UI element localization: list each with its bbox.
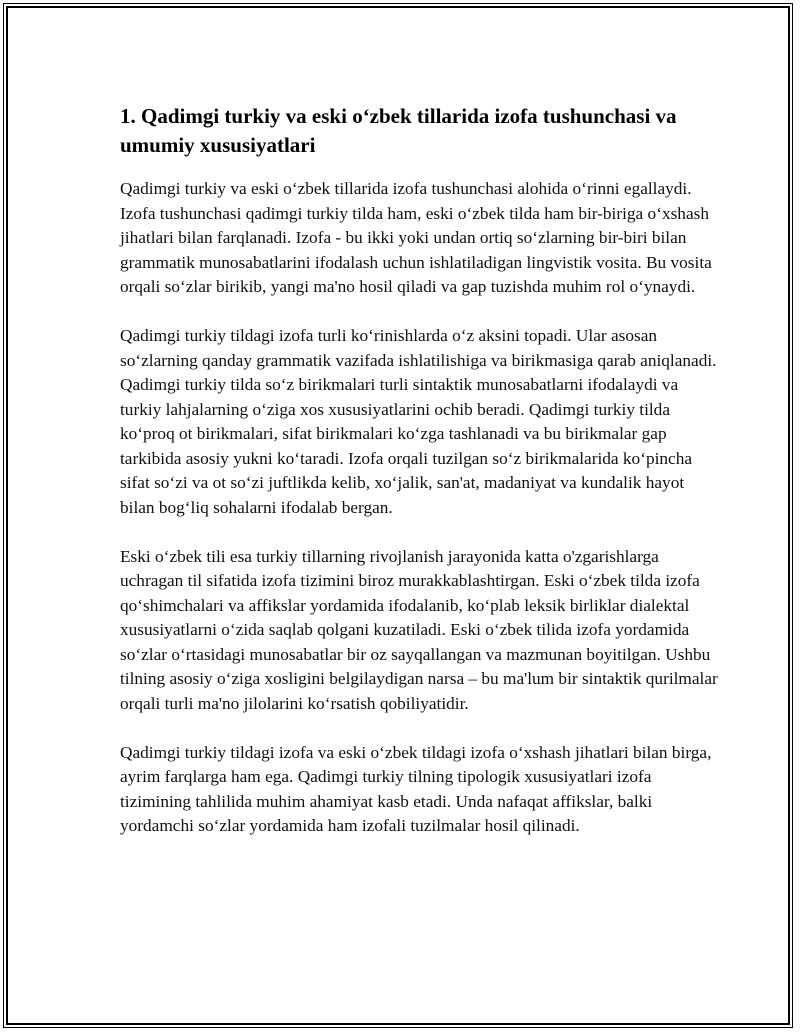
paragraph-1: Qadimgi turkiy va eski o‘zbek tillarida izofa tushunchasi alohida o‘rinni egallaydi. Izofa tushunchasi qadimgi turkiy tilda ham, eski o‘zbek tilda ham bir-biriga o‘xshash jihatlari bilan farqlanadi. Izofa - bu ikki yoki undan ortiq so‘zlarning bir-biri bilan grammatik munosabatlarini ifodalash uchun ishlatiladigan lingvistik vosita. Bu vosita orqali so‘zlar birikib, yangi ma'no hosil qiladi va gap tuzishda muhim rol o‘ynaydi. [120, 179, 712, 296]
page-frame [6, 6, 790, 1025]
document-content [120, 102, 720, 863]
paragraph-4: Qadimgi turkiy tildagi izofa va eski o‘zbek tildagi izofa o‘xshash jihatlari bilan birga, ayrim farqlarga ham ega. Qadimgi turkiy tilning tipologik xususiyatlari izofa tizimining tahlilida muhim ahamiyat kasb etadi. Unda nafaqat affikslar, balki yordamchi so‘zlar yordamida ham izofali tuzilmalar hosil qilinadi. [120, 742, 712, 835]
paragraph-3: Eski o‘zbek tili esa turkiy tillarning rivojlanish jarayonida katta o'zgarishlarga uchragan til sifatida izofa tizimini biroz murakkablashtirgan. Eski o‘zbek tilda izofa qo‘shimchalari va affikslar yordamida ifodalanib, ko‘plab leksik birliklar dialektal xususiyatlarni o‘zida saqlab qolgani kuzatiladi. Eski o‘zbek tilida izofa yordamida so‘zlar o‘rtasidagi munosabatlar bir oz sayqallangan va mazmunan boyitilgan. Ushbu tilning asosiy o‘ziga xosligini belgilaydigan narsa – bu ma'lum bir sintaktik qurilmalar orqali turli ma'no jilolarini ko‘rsatish qobiliyatidir. [120, 546, 718, 713]
paragraph-2: Qadimgi turkiy tildagi izofa turli ko‘rinishlarda o‘z aksini topadi. Ular asosan so‘zlarning qanday grammatik vazifada ishlatilishiga va birikmasiga qarab aniqlanadi. Qadimgi turkiy tilda so‘z birikmalari turli sintaktik munosabatlarni ifodalaydi va turkiy lahjalarning o‘ziga xos xususiyatlarini ochib beradi. Qadimgi turkiy tilda ko‘proq ot birikmalari, sifat birikmalari ko‘zga tashlanadi va bu birikmalar gap tarkibida asosiy yukni ko‘taradi. Izofa orqali tuzilgan so‘z birikmalarida ko‘pincha sifat so‘zi va ot so‘zi juftlikda kelib, xo‘jalik, san'at, madaniyat va kundalik hayot bilan bog‘liq sohalarni ifodalab bergan. [120, 326, 717, 517]
section-heading: 1. Qadimgi turkiy va eski o‘zbek tillarida izofa tushunchasi va umumiy xususiyatlari [120, 104, 677, 157]
